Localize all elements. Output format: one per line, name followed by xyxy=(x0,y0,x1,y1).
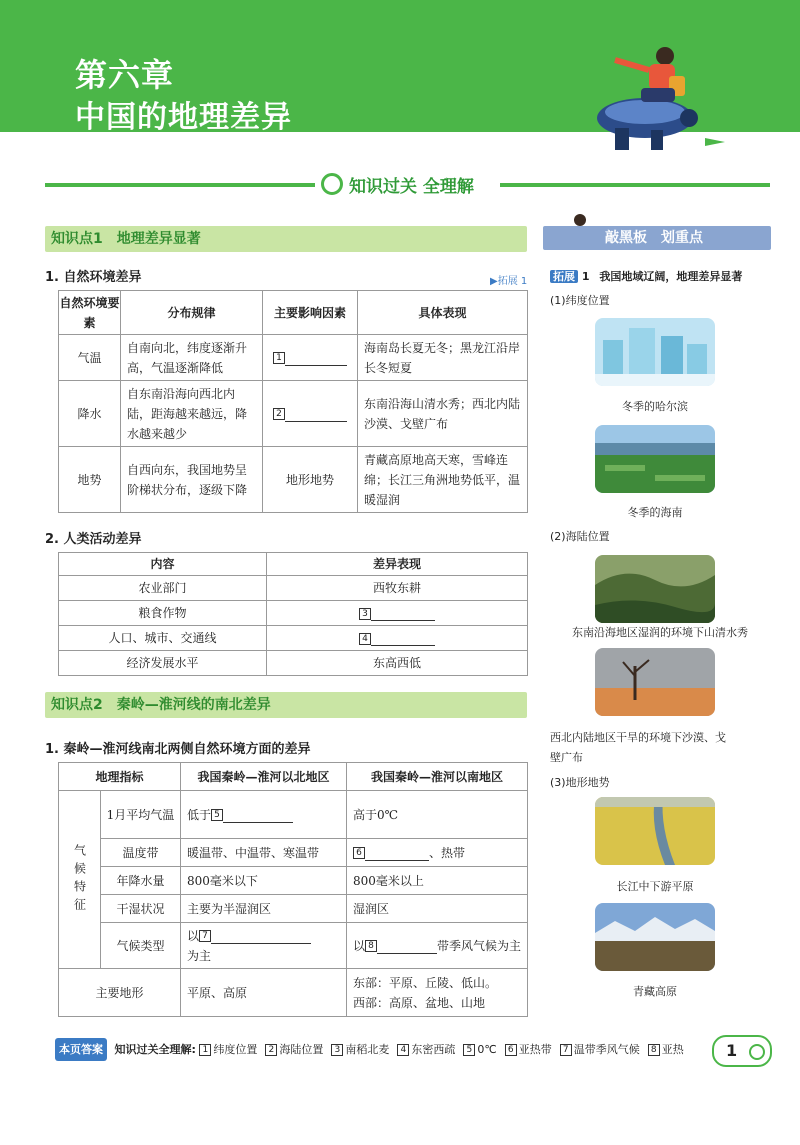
table1-header: 自然环境要素 xyxy=(59,291,121,335)
answer-text: 0℃ xyxy=(477,1043,497,1056)
table3-south xyxy=(346,923,527,969)
table1-factor-blank xyxy=(263,335,358,381)
stopwatch-icon xyxy=(749,1044,765,1060)
tibet-plateau-photo xyxy=(595,903,715,971)
climate-label: 气候特征 xyxy=(59,791,101,969)
photo-caption: 冬季的海南 xyxy=(627,506,683,519)
table-row xyxy=(59,626,528,651)
qinling-huaihe-table xyxy=(58,762,528,1017)
table3-label: 主要地形 xyxy=(59,969,181,1017)
table1-factor: 地形地势 xyxy=(263,447,358,513)
natural-environment-table xyxy=(58,290,528,513)
sidebar-subheading-1: (1)纬度位置 xyxy=(550,294,610,307)
answer-blank xyxy=(211,929,311,944)
answer-item xyxy=(560,1043,640,1056)
answer-number: 8 xyxy=(648,1044,660,1056)
blank-number: 2 xyxy=(273,408,285,420)
table1-header: 主要影响因素 xyxy=(263,291,358,335)
south-line-1: 东部：平原、丘陵、低山。 xyxy=(352,975,497,990)
rocket-girl-illustration xyxy=(585,38,735,158)
south-prefix: 以 xyxy=(352,938,365,953)
answer-item xyxy=(463,1043,496,1056)
table1-factor-blank xyxy=(263,381,358,447)
blank-number: 6 xyxy=(353,847,365,859)
blank-number: 5 xyxy=(211,809,223,821)
answer-number: 7 xyxy=(560,1044,572,1056)
table2-blank xyxy=(267,601,528,626)
table-row xyxy=(59,791,528,839)
table3-north xyxy=(180,791,346,839)
photo-caption-line-1: 西北内陆地区干旱的环境下沙漠、戈 xyxy=(550,731,726,744)
sidebar-heading xyxy=(550,268,742,284)
table3-north: 主要为半湿润区 xyxy=(180,895,346,923)
answer-text: 温带季风气候 xyxy=(573,1043,640,1056)
answer-number: 2 xyxy=(265,1044,277,1056)
table-row xyxy=(59,969,528,1017)
tuozhan-tag: 拓展 xyxy=(550,270,578,283)
table3-north: 暖温带、中温带、寒温带 xyxy=(180,839,346,867)
table3-label: 温度带 xyxy=(101,839,181,867)
answer-number: 4 xyxy=(397,1044,409,1056)
table-row xyxy=(59,576,528,601)
banner-line-right xyxy=(500,183,770,187)
table-row xyxy=(59,651,528,676)
table-row xyxy=(59,895,528,923)
table2-header: 内容 xyxy=(59,553,267,576)
answer-text: 南稻北麦 xyxy=(345,1043,390,1056)
answer-item xyxy=(397,1043,455,1056)
photo-caption-line-2: 壁广布 xyxy=(550,751,583,764)
table1-detail: 海南岛长夏无冬；黑龙江沿岸长冬短夏 xyxy=(358,335,528,381)
table1-pattern: 自南向北，纬度逐渐升高，气温逐渐降低 xyxy=(121,335,263,381)
table1-element: 气温 xyxy=(59,335,121,381)
sidebar-heading-text: 我国地域辽阔，地理差异显著 xyxy=(599,270,743,283)
table2-content: 农业部门 xyxy=(59,576,267,601)
table3-header: 我国秦岭—淮河以南地区 xyxy=(346,763,527,791)
table1-detail: 东南沿海山清水秀；西北内陆沙漠、戈壁广布 xyxy=(358,381,528,447)
photo-caption xyxy=(550,728,770,768)
table2-header: 差异表现 xyxy=(267,553,528,576)
table-row xyxy=(59,447,528,513)
answer-blank xyxy=(377,939,437,954)
sidebar-subheading-2: (2)海陆位置 xyxy=(550,530,610,543)
table3-north: 800毫米以下 xyxy=(180,867,346,895)
banner-line-left xyxy=(45,183,315,187)
table3-south xyxy=(346,969,527,1017)
table-row xyxy=(59,867,528,895)
table3-header: 我国秦岭—淮河以北地区 xyxy=(180,763,346,791)
north-suffix: 为主 xyxy=(186,948,211,963)
southeast-coast-photo xyxy=(595,555,715,623)
kp1-subheading-1: 1. 自然环境差异 xyxy=(45,270,142,285)
table3-label: 干湿状况 xyxy=(101,895,181,923)
hainan-winter-photo xyxy=(595,425,715,493)
table1-pattern: 自西向东，我国地势呈阶梯状分布，逐级下降 xyxy=(121,447,263,513)
human-activity-table xyxy=(58,552,528,676)
table1-element: 降水 xyxy=(59,381,121,447)
answer-number: 1 xyxy=(199,1044,211,1056)
table-row xyxy=(59,381,528,447)
south-line-2: 西部：高原、盆地、山地 xyxy=(352,995,485,1010)
section-banner xyxy=(315,170,480,198)
photo-caption: 东南沿海地区湿润的环境下山清水秀 xyxy=(572,626,748,639)
answer-text: 亚热 xyxy=(661,1043,684,1056)
answer-blank xyxy=(371,631,435,646)
photo-caption: 冬季的哈尔滨 xyxy=(622,400,688,413)
sidebar-subheading-3: (3)地形地势 xyxy=(550,776,610,789)
table1-header: 具体表现 xyxy=(358,291,528,335)
harbin-winter-photo xyxy=(595,318,715,386)
northwest-desert-photo xyxy=(595,648,715,716)
answer-badge: 本页答案 xyxy=(55,1038,107,1061)
answer-number: 3 xyxy=(331,1044,343,1056)
table3-header: 地理指标 xyxy=(59,763,181,791)
answer-text: 海陆位置 xyxy=(279,1043,324,1056)
table1-pattern: 自东南沿海向西北内陆，距海越来越远，降水越来越少 xyxy=(121,381,263,447)
answer-text: 纬度位置 xyxy=(213,1043,258,1056)
south-suffix: 、热带 xyxy=(428,845,465,860)
answer-blank xyxy=(285,407,347,422)
chapter-number: 第六章 xyxy=(75,56,175,94)
answer-blank xyxy=(223,808,293,823)
page-number-text: 1 xyxy=(726,1041,738,1060)
table3-label: 年降水量 xyxy=(101,867,181,895)
answer-text: 亚热带 xyxy=(518,1043,552,1056)
answer-label: 知识过关全理解: xyxy=(114,1043,196,1056)
blank-number: 4 xyxy=(359,633,371,645)
knowledge-point-1-title: 知识点1 地理差异显著 xyxy=(45,226,527,252)
table-row xyxy=(59,923,528,969)
knowledge-point-2-title: 知识点2 秦岭—淮河线的南北差异 xyxy=(45,692,527,718)
answer-list xyxy=(199,1043,691,1056)
answer-number: 6 xyxy=(505,1044,517,1056)
answer-blank xyxy=(371,606,435,621)
north-prefix: 以 xyxy=(186,928,199,943)
answer-blank xyxy=(365,846,429,861)
answer-item xyxy=(331,1043,389,1056)
tuozhan-tag-number: 1 xyxy=(581,270,590,283)
table-row xyxy=(59,839,528,867)
chapter-title: 中国的地理差异 xyxy=(75,100,292,135)
answer-key xyxy=(55,1038,705,1061)
refresh-icon xyxy=(321,173,343,195)
blank-number: 3 xyxy=(359,608,371,620)
answer-item xyxy=(648,1043,684,1056)
answer-text: 东密西疏 xyxy=(411,1043,456,1056)
blank-number: 7 xyxy=(199,930,211,942)
table-row xyxy=(59,335,528,381)
blank-number: 1 xyxy=(273,352,285,364)
answer-item xyxy=(505,1043,552,1056)
table2-diff: 西牧东耕 xyxy=(267,576,528,601)
sidebar-title: 敲黑板 划重点 xyxy=(543,226,771,250)
blank-number: 8 xyxy=(365,940,377,952)
answer-item xyxy=(265,1043,323,1056)
table3-label: 气候类型 xyxy=(101,923,181,969)
answer-number: 5 xyxy=(463,1044,475,1056)
table1-header: 分布规律 xyxy=(121,291,263,335)
table3-label: 1月平均气温 xyxy=(101,791,181,839)
kp2-subheading-1: 1. 秦岭—淮河线南北两侧自然环境方面的差异 xyxy=(45,742,311,757)
table2-content: 粮食作物 xyxy=(59,601,267,626)
photo-caption: 长江中下游平原 xyxy=(616,880,694,893)
table2-content: 人口、城市、交通线 xyxy=(59,626,267,651)
answer-item xyxy=(199,1043,257,1056)
page-number xyxy=(712,1035,772,1067)
table3-south: 高于0℃ xyxy=(346,791,527,839)
table2-diff: 东高西低 xyxy=(267,651,528,676)
table3-north: 平原、高原 xyxy=(180,969,346,1017)
table1-element: 地势 xyxy=(59,447,121,513)
south-suffix: 带季风气候为主 xyxy=(437,938,522,953)
north-prefix: 低于 xyxy=(186,807,211,822)
table2-blank xyxy=(267,626,528,651)
section-banner-text: 知识过关 全理解 xyxy=(349,176,474,197)
table3-south: 800毫米以上 xyxy=(346,867,527,895)
table-row xyxy=(59,601,528,626)
table2-content: 经济发展水平 xyxy=(59,651,267,676)
kp1-subheading-2: 2. 人类活动差异 xyxy=(45,532,142,547)
tuozhan-link[interactable]: ▶拓展 1 xyxy=(490,276,528,287)
table3-south xyxy=(346,839,527,867)
table3-north xyxy=(180,923,346,969)
table1-detail: 青藏高原地高天寒，雪峰连绵；长江三角洲地势低平，温暖湿润 xyxy=(358,447,528,513)
table3-south: 湿润区 xyxy=(346,895,527,923)
answer-blank xyxy=(285,351,347,366)
yangtze-plain-photo xyxy=(595,797,715,865)
photo-caption: 青藏高原 xyxy=(633,985,677,998)
